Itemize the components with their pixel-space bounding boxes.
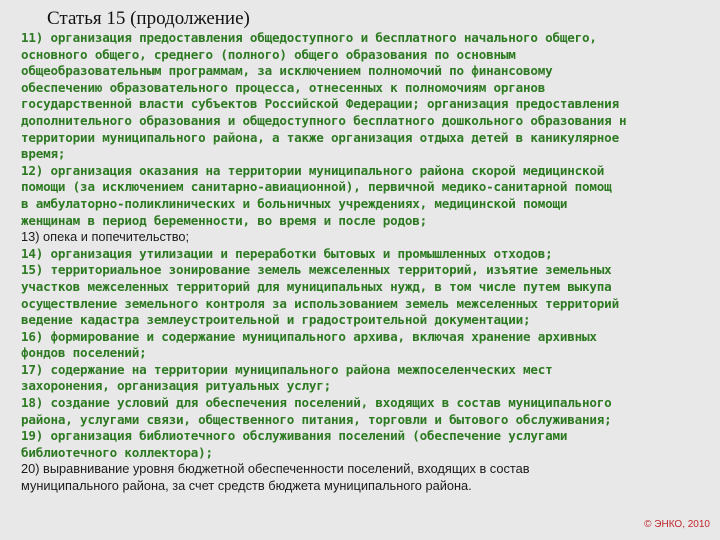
- text-line: 14) организация утилизации и переработки бытовых и промышленных отходов;: [21, 245, 553, 261]
- text-line: осуществление земельного контроля за использованием земель межселенных территорий: [21, 295, 619, 311]
- text-line: 15) территориальное зонирование земель межселенных территорий, изъятие земельных: [21, 262, 612, 278]
- text-line: фондов поселений;: [21, 345, 147, 361]
- article-text: [21, 30, 720, 495]
- text-line: основного общего, среднего (полного) общего образования по основным: [21, 46, 516, 62]
- text-line: 20) выравнивание уровня бюджетной обеспеченности поселений, входящих в состав: [21, 461, 530, 477]
- text-line: района, услугами связи, общественного питания, торговли и бытового обслуживания;: [21, 411, 612, 427]
- text-line: библиотечного коллектора);: [21, 444, 213, 460]
- text-line: 12) организация оказания на территории муниципального района скорой медицинской: [21, 162, 605, 178]
- text-line: 16) формирование и содержание муниципального архива, включая хранение архивных: [21, 328, 597, 344]
- text-line: 13) опека и попечительство;: [21, 229, 190, 245]
- text-line: ведение кадастра землеустроительной и градостроительной документации;: [21, 312, 531, 328]
- text-line: муниципального района, за счет средств бюджета муниципального района.: [21, 478, 472, 494]
- text-line: женщинам в период беременности, во время и после родов;: [21, 212, 428, 228]
- text-line: государственной власти субъектов Российской Федерации; организация предоставления: [21, 96, 619, 112]
- text-line: общеобразовательным программам, за исключением полномочий по финансовому: [21, 63, 553, 79]
- text-line: в амбулаторно-поликлинических и больничных учреждениях, медицинской помощи: [21, 195, 568, 211]
- text-line: обеспечению образовательного процесса, отнесенных к полномочиям органов: [21, 79, 546, 95]
- text-line: территории муниципального района, а также организация отдыха детей в каникулярное: [21, 129, 619, 145]
- slide-title: Статья 15 (продолжение): [47, 8, 250, 29]
- text-line: 19) организация библиотечного обслуживания поселений (обеспечение услугами: [21, 428, 568, 444]
- text-line: 11) организация предоставления общедоступного и бесплатного начального общего,: [21, 30, 597, 45]
- text-line: участков межселенных территорий для муниципальных нужд, в том числе путем выкупа: [21, 278, 612, 294]
- text-line: 18) создание условий для обеспечения поселений, входящих в состав муниципального: [21, 395, 612, 411]
- text-line: 17) содержание на территории муниципального района межпоселенческих мест: [21, 361, 553, 377]
- text-line: захоронения, организация ритуальных услуг;: [21, 378, 332, 394]
- text-line: дополнительного образования и общедоступного бесплатного дошкольного образования н: [21, 112, 627, 128]
- copyright-footer: © ЭНКО, 2010: [644, 519, 710, 530]
- text-line: помощи (за исключением санитарно-авиационной), первичной медико-санитарной помощ: [21, 179, 612, 195]
- text-line: время;: [21, 146, 66, 162]
